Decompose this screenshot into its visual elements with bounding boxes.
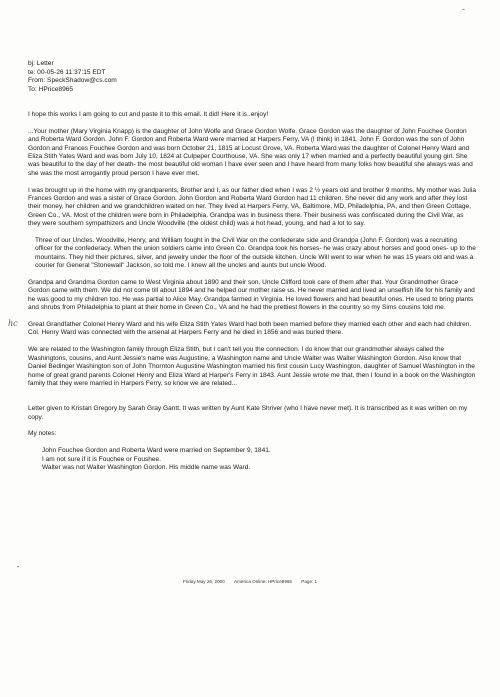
paragraph-west-virginia: Grandpa and Grandma Gordon came to West Virginia about 1890 and their son, Uncle Clifford took care of them after that. Your Grandmother Grace Gordon came with them. We did not come till about 1894 and he helped our mother raise us. He never married and lived an unselfish life for his family and he was good to my children too. He was partial to Alice May. Grandpa farmed in Virginia. He loved flowers and had beautiful ones. He used to bring plants and shrubs from Philadelphia to plant at their home in Green Co., VA and he had the prettiest flowers in the country so my Sims cousins told me. xyxy=(28,279,475,312)
to-line: To: HPrice8965 xyxy=(28,85,74,93)
paragraph-washington: We are related to the Washington family through Eliza Stith, but I can't tell you the connection. I do know that our grandmother always called the Washingtons, cousins, and Aunt Jessie's name was Augustine, a Washington name and Uncle Walter was Walter Washington Gordon. Also know that Daniel Bedinger Washington son of John Thornton Augustine Washington married his first cousin Lucy Washington, daughter of Samuel Washington in the home of great grand parents Colonel Henry and Eliza Ward at Harper's Ferry in 1843. Aunt Jessie wrote me that, then I found in a book on the Washington family that they were married in Harpers Ferry, so know we are related... xyxy=(28,346,476,387)
subject-line: bj: Letter xyxy=(28,60,54,67)
from-line: From: SpeckShadow@cs.com xyxy=(28,77,117,85)
paragraph-transcription-note: Letter given to Kristan Gregory by Sarah Gray Gantt. It was written by Aunt Kate Shriver (who I have never met). It is transcribed as it was written on my copy. xyxy=(28,405,468,421)
corner-mark: - xyxy=(462,4,465,14)
footer-date: Friday May 26, 2000 xyxy=(182,579,225,584)
margin-handwriting: hc xyxy=(8,319,18,328)
email-header xyxy=(28,60,117,94)
notes-list xyxy=(28,447,476,472)
note-item: John Fouchee Gordon and Roberta Ward were married on September 9, 1841. xyxy=(42,447,271,455)
footer-source: America Online: HPrice8965 xyxy=(234,579,292,584)
letter-body xyxy=(28,111,476,472)
notes-heading: My notes: xyxy=(28,430,57,438)
print-footer xyxy=(0,579,500,584)
paragraph-civil-war: Three of our Uncles. Woodville, Henry, and William fought in the Civil War on the confederate side and Grandpa (John F. Gordon) was a recruiting officer for the confederacy. When the union soldiers came into Green Co. Grandpa took his horses- he was crazy about horses and good ones- up to the mountains. They hid their pictures, silver, and jewelry under the floor of the outside kitchen. Uncle Will went to war when he was 15 years old and was a courier for General "Stonewall" Jackson, so told me. I knew all the uncles and aunts but uncle Wood. xyxy=(35,237,476,270)
note-dash: - xyxy=(17,564,20,571)
paragraph-great-grandfather: Great Grandfather Colonel Henry Ward and his wife Eliza Stith Yates Ward had both been married before they married each other and each had children. Col. Henry Ward was connected with the arsenal at Harpers Ferry and he died in 1856 and was buried there. xyxy=(28,321,472,337)
intro-paragraph: I hope this works I am going to cut and paste it to this email. It did! Here it is..enjoy! xyxy=(28,111,269,118)
note-item: I am not sure if it is Fouchee or Foushee. xyxy=(42,455,161,463)
note-item: Walter was not Walter Washington Gordon. His middle name was Ward. xyxy=(42,463,251,471)
paragraph-upbringing: I was brought up in the home with my grandparents, Brother and I, as our father died when I was 2 ½ years old and brother 9 months. My mother was Julia Frances Gordon and was a sister of Grace Gordon. John Gordon and Roberta Ward Gordon had 11 children. She never did any work and after they lost their money, her children and we grandchildren waited on her. They lived at Harpers Ferry, VA, Baltimore, MD, Philadelphia, PA, and then Green Cottage, Green Co., VA. Most of the children were born in Philadelphia. Grandpa was in business there. Their business was confiscated during the Civil War, as they were southern sympathizers and Uncle Woodville (the oldest child) was a hot head, young, and had a lot to say. xyxy=(28,186,476,228)
paragraph-ancestry: ...Your mother (Mary Virginia Knapp) is the daughter of John Wolfe and Grace Gordon Wolfe. Grace Gordon was the daughter of John Fouchee Gordon and Roberta Ward Gordon. John F. Gordon and Roberta Ward were married at Harpers Ferry, VA (I think) in 1841. John F. Gordon was the son of John Gordon and Frances Fouchee Gordon and was born October 21, 1815 at Locust Grove, VA. Roberta Ward was the daughter of Colonel Henry Ward and Eliza Stith Yates Ward and was born July 10, 1824 at Culpeper Courthouse, VA. She was only 17 when married and a perfectly beautiful young girl. She was beautiful to the day of her death- the most beautiful old woman I have ever seen and I have heard from many folks how beautiful she always was and she was the most arrogantly proud person I have ever met. xyxy=(28,127,473,177)
date-line: te: 00-05-26 11:37:15 EDT xyxy=(28,68,106,76)
footer-page: Page: 1 xyxy=(301,579,318,584)
